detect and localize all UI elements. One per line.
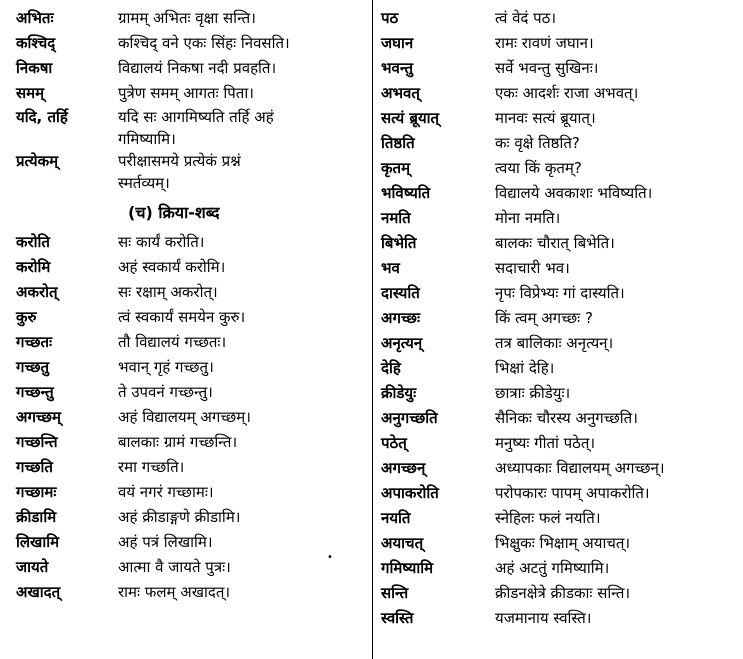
- indeclinable-list: [16, 6, 366, 194]
- example-line: रमा गच्छति।: [118, 458, 185, 476]
- vocab-term: गच्छन्ति: [16, 433, 58, 451]
- example-line: तत्र बालिकाः अनृत्यन्।: [495, 334, 614, 352]
- vocab-row: [381, 306, 739, 331]
- example-line: कः वृक्षे तिष्ठति?: [495, 134, 580, 152]
- example-line: बालकाः ग्रामं गच्छन्ति।: [118, 433, 238, 451]
- vocab-row: [16, 552, 366, 580]
- example-line: तौ विद्यालयं गच्छतः।: [118, 333, 227, 351]
- vocab-example: [118, 280, 366, 305]
- vocab-row: [16, 56, 366, 81]
- vocab-term: भवन्तु: [381, 59, 414, 77]
- vocab-term: जघान: [381, 34, 414, 52]
- vocab-row: [16, 6, 366, 31]
- vocab-term: अपाकरोति: [381, 484, 439, 502]
- vocab-row: [16, 380, 366, 405]
- vocab-example: [495, 6, 739, 31]
- vocab-term: अकरोत्: [16, 283, 58, 301]
- vocab-term: बिभेति: [381, 234, 417, 252]
- example-line: अहं क्रीडाङ्गणे क्रीडामि।: [118, 508, 241, 526]
- vocab-row: [381, 481, 739, 506]
- vocab-example: [495, 431, 739, 456]
- example-line: छात्राः क्रीडेयुः।: [495, 384, 571, 402]
- vocab-example: [118, 255, 366, 280]
- vocab-row: [381, 356, 739, 381]
- example-line: रामः रावणं जघान।: [495, 34, 594, 52]
- example-line: ग्रामम् अभितः वृक्षा सन्ति।: [118, 9, 256, 27]
- example-line: सः रक्षाम् अकरोत्।: [118, 283, 218, 301]
- vocab-example: [495, 231, 739, 256]
- example-line: भिक्षुकः भिक्षाम् अयाचत्।: [495, 534, 631, 552]
- vocab-example: [118, 505, 366, 530]
- vocab-term: सन्ति: [381, 584, 409, 602]
- vocab-example: [118, 580, 366, 605]
- example-line: ते उपवनं गच्छन्तु।: [118, 383, 213, 401]
- vocab-term: कुरु: [16, 308, 37, 326]
- vocab-term: नयति: [381, 509, 411, 527]
- vocab-row: [16, 480, 366, 505]
- example-line: मनुष्यः गीतां पठेत्।: [495, 434, 596, 452]
- example-line: मानवः सत्यं ब्रूयात्।: [495, 109, 596, 127]
- vocab-term: यदि, तर्हि: [16, 108, 68, 126]
- example-line: स्नेहिलः फलं नयति।: [495, 509, 601, 527]
- vocab-row: [381, 556, 739, 581]
- vocab-term: भव: [381, 259, 400, 277]
- example-line: सर्वे भवन्तु सुखिनः।: [495, 59, 599, 77]
- example-line: आत्मा वै जायते पुत्रः।: [118, 558, 231, 576]
- vocab-row: [381, 231, 739, 256]
- example-line: क्रीडनक्षेत्रे क्रीडकाः सन्ति।: [495, 584, 631, 602]
- vocab-example: [495, 481, 739, 506]
- vocab-term: स्वस्ति: [381, 609, 414, 627]
- vocab-example: [118, 106, 366, 150]
- example-line: यदि सः आगमिष्यति तर्हि अहं: [118, 108, 274, 126]
- example-line: त्वं स्वकार्यं समयेन कुरु।: [118, 308, 246, 326]
- vocab-example: [495, 556, 739, 581]
- vocab-row: [381, 206, 739, 231]
- vocab-example: [495, 56, 739, 81]
- vocab-row: [16, 305, 366, 330]
- vocab-row: [381, 381, 739, 406]
- vocab-term: पठेत्: [381, 434, 407, 452]
- vocab-example: [118, 31, 366, 56]
- example-line: त्वया किं कृतम्?: [495, 159, 582, 177]
- vocab-term: नमति: [381, 209, 411, 227]
- example-line: विद्यालये अवकाशः भविष्यति।: [495, 184, 653, 202]
- vocab-row: [381, 431, 739, 456]
- vocab-term: अनुगच्छति: [381, 409, 438, 427]
- vocab-row: [381, 6, 739, 31]
- example-line: रामः फलम् अखादत्।: [118, 583, 231, 601]
- verb-list-left: [16, 230, 366, 605]
- vocab-term: पठ: [381, 9, 399, 27]
- stray-mark: •: [327, 552, 333, 563]
- vocab-row: [16, 81, 366, 106]
- vocab-example: [495, 531, 739, 556]
- example-line: एकः आदर्शः राजा अभवत्।: [495, 84, 639, 102]
- vocab-row: [16, 355, 366, 380]
- vocab-term: कश्चिद्: [16, 34, 56, 52]
- example-line: त्वं वेदं पठ।: [495, 9, 557, 27]
- vocab-row: [16, 505, 366, 530]
- vocab-term: अगच्छम्: [16, 408, 61, 426]
- section-heading-verbs: (च) क्रिया-शब्द: [128, 203, 220, 222]
- vocab-row: [381, 581, 739, 606]
- vocab-term: अनृत्यन्: [381, 334, 423, 352]
- vocab-example: [118, 6, 366, 31]
- column-divider: [372, 0, 373, 659]
- example-line: कश्चिद् वने एकः सिंहः निवसति।: [118, 34, 290, 52]
- left-column: [16, 6, 366, 605]
- example-line: परोपकारः पापम् अपाकरोति।: [495, 484, 650, 502]
- example-line: पुत्रेण समम् आगतः पिता।: [118, 84, 254, 102]
- vocab-term: तिष्ठति: [381, 134, 415, 152]
- vocab-row: [381, 56, 739, 81]
- vocab-term: गच्छामः: [16, 483, 57, 501]
- example-line: किं त्वम् अगच्छः ?: [495, 309, 593, 327]
- vocab-example: [495, 131, 739, 156]
- vocab-example: [118, 355, 366, 380]
- example-line: नृपः विप्रेभ्यः गां दास्यति।: [495, 284, 625, 302]
- vocab-term: सत्यं ब्रूयात्: [381, 109, 440, 127]
- vocab-example: [495, 581, 739, 606]
- vocab-term: दास्यति: [381, 284, 420, 302]
- example-line: मोना नमति।: [495, 209, 561, 227]
- vocab-row: [381, 456, 739, 481]
- vocab-row: [16, 255, 366, 280]
- example-line: भवान् गृहं गच्छतु।: [118, 358, 214, 376]
- example-line: बालकः चौरात् बिभेति।: [495, 234, 615, 252]
- vocab-example: [495, 406, 739, 431]
- vocab-example: [118, 150, 366, 194]
- vocab-term: अगच्छन्: [381, 459, 426, 477]
- vocab-term: अयाचत्: [381, 534, 424, 552]
- vocab-term: जायते: [16, 558, 49, 576]
- vocab-term: समम्: [16, 84, 45, 102]
- example-line: सः कार्यं करोति।: [118, 233, 205, 251]
- vocab-term: निकषा: [16, 59, 53, 77]
- vocab-example: [495, 81, 739, 106]
- vocab-term: गच्छतः: [16, 333, 53, 351]
- vocab-row: [381, 406, 739, 431]
- vocab-example: [495, 206, 739, 231]
- example-line: अध्यापकाः विद्यालयम् अगच्छन्।: [495, 459, 665, 477]
- example-line: परीक्षासमये प्रत्येकं प्रश्नं: [118, 152, 241, 170]
- vocab-example: [495, 506, 739, 531]
- vocab-example: [495, 306, 739, 331]
- example-line: यजमानाय स्वस्ति।: [495, 609, 592, 627]
- vocab-row: [381, 256, 739, 281]
- vocab-example: [495, 381, 739, 406]
- vocab-row: [381, 531, 739, 556]
- vocab-row: [381, 281, 739, 306]
- vocab-term: अगच्छः: [381, 309, 420, 327]
- vocab-row: [16, 150, 366, 194]
- vocab-term: प्रत्येकम्: [16, 152, 59, 170]
- vocab-example: [118, 56, 366, 81]
- vocab-example: [118, 480, 366, 505]
- example-line: अहं स्वकार्यं करोमि।: [118, 258, 226, 276]
- vocab-term: करोमि: [16, 258, 51, 276]
- vocab-row: [381, 331, 739, 356]
- vocab-row: [381, 606, 739, 631]
- vocab-example: [495, 356, 739, 381]
- vocab-example: [118, 380, 366, 405]
- vocab-row: [381, 106, 739, 131]
- example-line: अहं पत्रं लिखामि।: [118, 533, 213, 551]
- vocab-term: क्रीडेयुः: [381, 384, 417, 402]
- vocab-example: [118, 330, 366, 355]
- vocab-term: अखादत्: [16, 583, 61, 601]
- vocab-example: [495, 181, 739, 206]
- example-line: भिक्षां देहि।: [495, 359, 555, 377]
- vocab-row: [381, 131, 739, 156]
- vocab-row: [381, 506, 739, 531]
- example-line: स्मर्तव्यम्।: [118, 174, 170, 192]
- vocab-term: भविष्यति: [381, 184, 431, 202]
- vocab-row: [16, 405, 366, 430]
- right-column: [381, 6, 739, 631]
- vocab-row: [16, 31, 366, 56]
- vocab-row: [381, 31, 739, 56]
- vocab-row: [381, 181, 739, 206]
- vocab-row: [16, 430, 366, 455]
- example-line: अहं विद्यालयम् अगच्छम्।: [118, 408, 251, 426]
- vocab-example: [118, 455, 366, 480]
- vocab-example: [118, 81, 366, 106]
- vocab-row: [381, 156, 739, 181]
- vocab-row: [16, 230, 366, 255]
- vocab-example: [118, 305, 366, 330]
- vocab-example: [495, 456, 739, 481]
- vocab-example: [495, 606, 739, 631]
- vocab-row: [16, 106, 366, 150]
- vocab-row: [16, 330, 366, 355]
- vocab-row: [16, 455, 366, 480]
- vocab-term: लिखामि: [16, 533, 60, 551]
- vocab-example: [495, 156, 739, 181]
- vocab-example: [118, 230, 366, 255]
- vocab-example: [495, 106, 739, 131]
- vocab-term: अभवत्: [381, 84, 420, 102]
- example-line: गमिष्यामि।: [118, 130, 176, 148]
- vocab-term: देहि: [381, 359, 401, 377]
- vocab-term: गच्छतु: [16, 358, 50, 376]
- vocab-term: अभितः: [16, 9, 54, 27]
- example-line: सैनिकः चौरस्य अनुगच्छति।: [495, 409, 638, 427]
- vocab-term: कृतम्: [381, 159, 411, 177]
- vocab-example: [118, 405, 366, 430]
- example-line: सदाचारी भव।: [495, 259, 570, 277]
- vocab-row: [16, 580, 366, 605]
- vocab-row: [381, 81, 739, 106]
- vocab-term: गमिष्यामि: [381, 559, 434, 577]
- vocab-example: [495, 256, 739, 281]
- vocab-row: [16, 530, 366, 555]
- vocab-term: गच्छति: [16, 458, 53, 476]
- example-line: वयं नगरं गच्छामः।: [118, 483, 214, 501]
- example-line: अहं अटतुं गमिष्यामि।: [495, 559, 610, 577]
- vocab-term: गच्छन्तु: [16, 383, 54, 401]
- vocab-term: क्रीडामि: [16, 508, 57, 526]
- vocab-example: [495, 281, 739, 306]
- vocab-row: [16, 280, 366, 305]
- vocab-term: करोति: [16, 233, 50, 251]
- vocab-example: [495, 31, 739, 56]
- example-line: विद्यालयं निकषा नदी प्रवहति।: [118, 59, 277, 77]
- vocab-example: [118, 430, 366, 455]
- vocab-example: [495, 331, 739, 356]
